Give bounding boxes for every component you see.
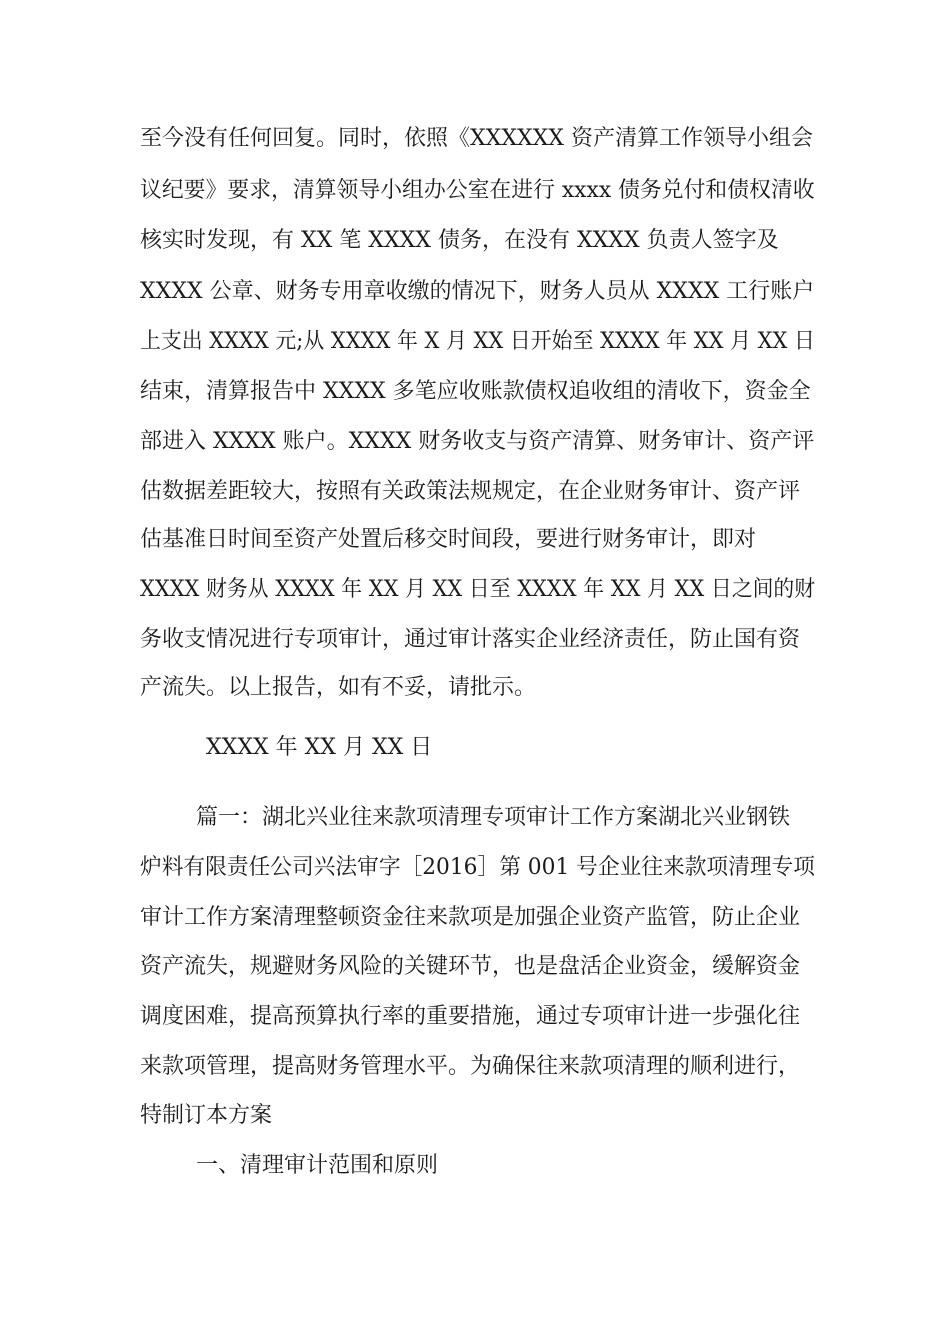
paragraph-1-line-9: 估基准日时间至资产处置后移交时间段，要进行财务审计，即对 [140, 527, 757, 552]
paragraph-1-line-11: 务收支情况进行专项审计，通过审计落实企业经济责任，防止国有资 [140, 627, 801, 652]
date-line: XXXX 年 XX 月 XX 日 [206, 735, 433, 760]
paragraph-1-line-4: XXXX 公章、财务专用章收缴的情况下，财务人员从 XXXX 工行账户 [140, 279, 815, 304]
paragraph-2-line-6: 来款项管理，提高财务管理水平。为确保往来款项清理的顺利进行， [140, 1054, 801, 1079]
paragraph-1-line-2: 议纪要》要求，清算领导小组办公室在进行 xxxx 债务兑付和债权清收 [140, 178, 815, 203]
paragraph-1-line-10: XXXX 财务从 XXXX 年 XX 月 XX 日至 XXXX 年 XX 月 XX 日之间的财 [140, 577, 816, 602]
section-heading: 一、清理审计范围和原则 [196, 1153, 439, 1178]
paragraph-1-line-3: 核实时发现，有 XX 笔 XXXX 债务，在没有 XXXX 负责人签字及 [140, 228, 779, 253]
paragraph-1-line-12: 产流失。以上报告，如有不妥，请批示。 [140, 675, 537, 700]
paragraph-2-line-2: 炉料有限责任公司兴法审字［2016］第 001 号企业往来款项清理专项 [140, 855, 815, 880]
paragraph-1-line-8: 估数据差距较大，按照有关政策法规规定，在企业财务审计、资产评 [140, 479, 801, 504]
paragraph-1-line-7: 部进入 XXXX 账户。XXXX 财务收支与资产清算、财务审计、资产评 [140, 429, 815, 454]
paragraph-1-line-1: 至今没有任何回复。同时，依照《XXXXXX 资产清算工作领导小组会 [140, 126, 813, 151]
paragraph-2-line-3: 审计工作方案清理整顿资金往来款项是加强企业资产监管，防止企业 [140, 905, 801, 930]
paragraph-2-line-5: 调度困难，提高预算执行率的重要措施，通过专项审计进一步强化往 [140, 1004, 801, 1029]
paragraph-1-line-5: 上支出 XXXX 元;从 XXXX 年 X 月 XX 日开始至 XXXX 年 XX 月 XX 日 [140, 329, 815, 354]
paragraph-2-line-7: 特制订本方案 [140, 1103, 273, 1128]
paragraph-1-line-6: 结束，清算报告中 XXXX 多笔应收账款债权追收组的清收下，资金全 [140, 379, 811, 404]
paragraph-2-line-4: 资产流失，规避财务风险的关键环节，也是盘活企业资金，缓解资金 [140, 954, 801, 979]
paragraph-2-line-1: 篇一：湖北兴业往来款项清理专项审计工作方案湖北兴业钢铁 [196, 805, 791, 830]
